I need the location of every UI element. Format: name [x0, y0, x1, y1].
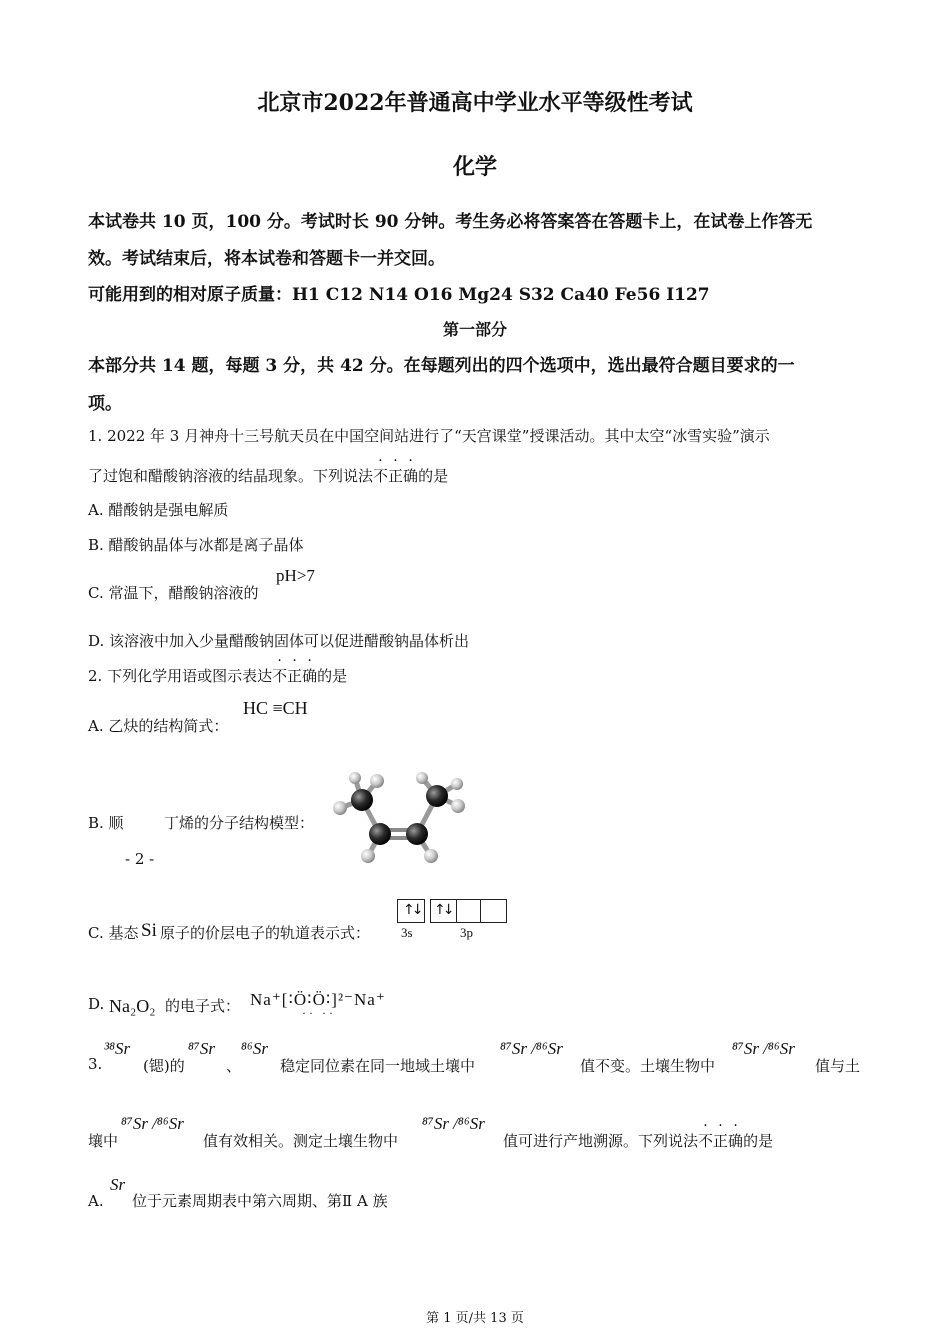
- q3-text-3: 值不变。土壤生物中: [580, 1057, 716, 1075]
- page-footer: 第 1 页/共 13 页: [426, 1311, 524, 1326]
- atomic-masses: 可能用到的相对原子质量：H1 C12 N14 O16 Mg24 S32 Ca40 Fe56 I127: [88, 285, 710, 305]
- q3-option-a-text: 位于元素周期表中第六周期、第Ⅱ A 族: [132, 1192, 388, 1210]
- q1-option-c-ph: pH>7: [276, 566, 315, 585]
- q3-text-2: 稳定同位素在同一地域土壤中: [280, 1057, 476, 1075]
- part-description-1: 本部分共 14 题，每题 3 分，共 42 分。在每题列出的四个选项中，选出最符合题目要求的一: [88, 356, 795, 376]
- q2-option-a-formula: HC ≡CH: [243, 698, 308, 718]
- hydrogen-atoms: [333, 772, 465, 863]
- intro-line-2: 效。考试结束后，将本试卷和答题卡一并交回。: [88, 249, 445, 269]
- q3-ratio-1: ⁸⁷Sr /⁸⁶Sr: [500, 1039, 563, 1058]
- emphasis-char: 确: [403, 467, 419, 485]
- part-title: 第一部分: [442, 320, 507, 339]
- electron-dots-bottom: ·· ··: [302, 1006, 336, 1020]
- cis-butene-model: [325, 768, 475, 868]
- q3-ratio-2: ⁸⁷Sr /⁸⁶Sr: [732, 1039, 795, 1058]
- q3-sr38: ³⁸Sr: [104, 1039, 131, 1058]
- q3-line2-b: 值有效相关。测定土壤生物中: [203, 1132, 399, 1150]
- q3-sr87: ⁸⁷Sr: [188, 1039, 215, 1058]
- emphasis-char: 不: [272, 667, 288, 685]
- part-description-2: 项。: [88, 394, 122, 414]
- emphasis-char: 确: [302, 667, 318, 685]
- emphasis-char: 确: [728, 1132, 744, 1150]
- q2-option-c-post: 原子的价层电子的轨道表示式：: [160, 924, 371, 942]
- q1-stem-line-1: 1. 2022 年 3 月神舟十三号航天员在中国空间站进行了“天宫课堂”授课活动。其中太空“冰雪实验”演示: [88, 427, 770, 445]
- q3-line2-d-text: 的是: [743, 1132, 774, 1150]
- q2-option-d-post: 的电子式：: [165, 997, 241, 1015]
- orbital-label-3s: 3s: [401, 925, 413, 940]
- orbital-label-3p: 3p: [460, 925, 473, 940]
- q3-option-a-sr: Sr: [110, 1175, 126, 1194]
- q2-option-c-si: Si: [141, 920, 157, 941]
- q3-line2-c: [503, 1130, 773, 1151]
- q3-text-1: (锶)的: [143, 1057, 185, 1075]
- subject-title: 化学: [452, 154, 497, 180]
- q1-stem-post: 的是: [418, 467, 449, 485]
- q3-number: 3.: [88, 1055, 103, 1073]
- q1-option-d: D. 该溶液中加入少量醋酸钠固体可以促进醋酸钠晶体析出: [88, 632, 470, 650]
- q1-option-b: B. 醋酸钠晶体与冰都是离子晶体: [88, 536, 304, 554]
- q1-option-c: C. 常温下，醋酸钠溶液的: [88, 584, 259, 602]
- q1-stem-line-2: [88, 465, 448, 486]
- exam-title: 北京市2022年普通高中学业水平等级性考试: [257, 90, 693, 116]
- q2-stem: [88, 665, 347, 686]
- q2-stem-post: 的是: [317, 667, 348, 685]
- q2-option-b-pre: B. 顺: [88, 814, 124, 832]
- q3-option-a-pre: A.: [88, 1192, 104, 1210]
- q1-stem-pre: 了过饱和醋酸钠溶液的结晶现象。下列说法: [88, 467, 374, 485]
- q2-option-d-electron-dot: Na⁺[∶Ö∶Ö∶]²⁻Na⁺: [250, 990, 386, 1009]
- emphasis-char: 正: [287, 667, 303, 685]
- q2-option-b-post: 丁烯的分子结构模型：: [164, 814, 315, 832]
- emphasis-char: 不: [373, 467, 389, 485]
- emphasis-char: 正: [388, 467, 404, 485]
- q3-separator: 、: [226, 1057, 242, 1075]
- q3-ratio-4: ⁸⁷Sr /⁸⁶Sr: [422, 1114, 485, 1133]
- intro-line-1: 本试卷共 10 页，100 分。考试时长 90 分钟。考生务必将答案答在答题卡上，在试卷上作答无: [88, 212, 813, 232]
- emphasis-char: 不: [698, 1132, 714, 1150]
- q2-stem-pre: 2. 下列化学用语或图示表达: [88, 667, 273, 685]
- q1-option-a: A. 醋酸钠是强电解质: [88, 501, 229, 519]
- q3-line2-a: 壤中: [88, 1132, 119, 1150]
- q2-option-d-pre: D.: [88, 995, 105, 1013]
- q2-option-c-pre: C. 基态: [88, 924, 139, 942]
- q3-line2-c-text: 值可进行产地溯源。下列说法: [503, 1132, 699, 1150]
- q2-option-b-fragment: - 2 -: [125, 850, 155, 868]
- q3-ratio-3: ⁸⁷Sr /⁸⁶Sr: [121, 1114, 184, 1133]
- q3-text-4: 值与土: [815, 1057, 861, 1075]
- q3-sr86: ⁸⁶Sr: [241, 1039, 268, 1058]
- orbital-3p-box: ↑↓: [430, 899, 507, 923]
- emphasis-char: 正: [713, 1132, 729, 1150]
- orbital-3s-box: ↑↓: [397, 899, 425, 923]
- q2-option-a: A. 乙炔的结构简式：: [88, 717, 229, 735]
- q2-option-d-formula: Na₂O₂: [109, 996, 156, 1016]
